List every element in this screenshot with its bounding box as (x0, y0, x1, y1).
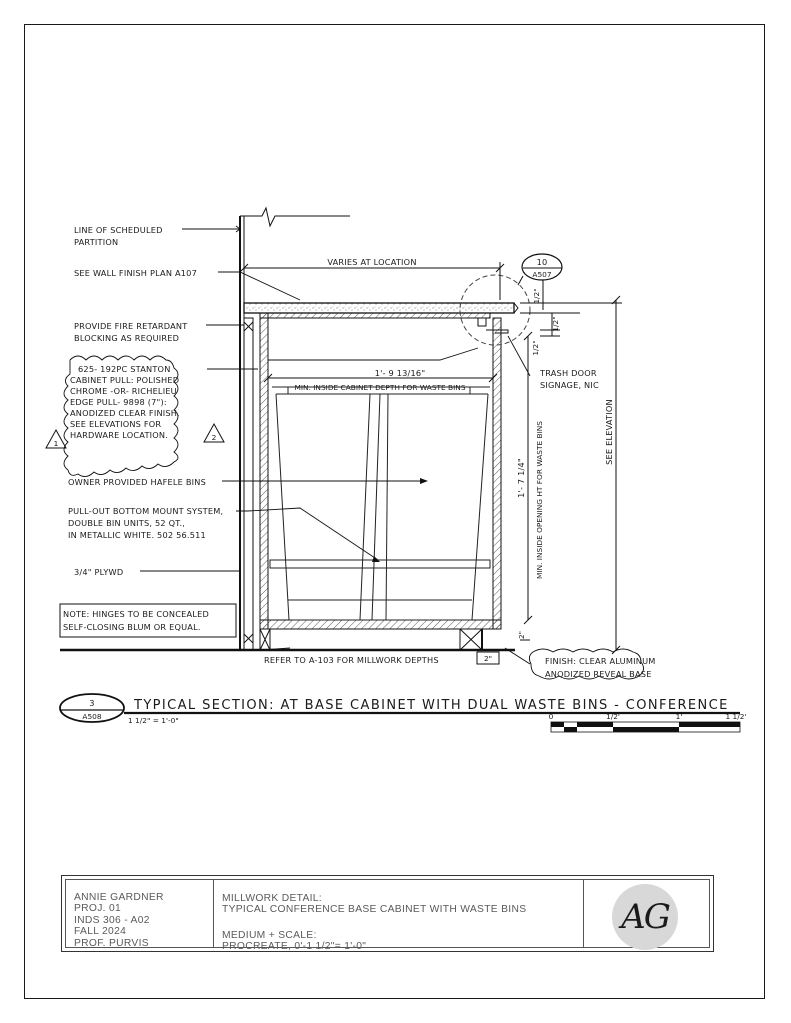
svg-text:1 1/2': 1 1/2' (725, 712, 747, 721)
medium-value: PROCREATE, 0'-1 1/2"= 1'-0" (222, 941, 367, 953)
svg-text:1': 1' (675, 712, 683, 721)
svg-text:IN METALLIC WHITE. 502 56.511: IN METALLIC WHITE. 502 56.511 (68, 530, 206, 540)
svg-text:CABINET PULL: POLISHED: CABINET PULL: POLISHED (70, 375, 180, 385)
title-block (61, 875, 714, 952)
svg-text:1: 1 (53, 439, 59, 448)
svg-text:PARTITION: PARTITION (74, 237, 119, 247)
svg-text:SELF-CLOSING BLUM OR EQUAL.: SELF-CLOSING BLUM OR EQUAL. (63, 622, 201, 632)
countertop (244, 303, 518, 313)
bins-label: OWNER PROVIDED HAFELE BINS (68, 477, 206, 487)
depth-dim-note: MIN. INSIDE CABINET DEPTH FOR WASTE BINS (294, 383, 466, 392)
partition-label (74, 225, 163, 247)
cabinet-pull-note (64, 356, 180, 477)
course: INDS 306 - A02 (74, 914, 150, 926)
see-elevation-label: SEE ELEVATION (604, 399, 614, 465)
svg-text:FINISH: CLEAR ALUMINUM: FINISH: CLEAR ALUMINUM (545, 656, 656, 666)
monogram-logo: AG (612, 884, 678, 950)
leader-lines (140, 226, 530, 664)
logo-cell (584, 880, 709, 947)
detail-heading: MILLWORK DETAIL: (222, 893, 322, 904)
varies-dimension (240, 262, 504, 305)
base-reveal-value: 2" (483, 654, 493, 663)
svg-text:PULL-OUT BOTTOM MOUNT SYSTEM,: PULL-OUT BOTTOM MOUNT SYSTEM, (68, 506, 224, 516)
refer-label: REFER TO A-103 FOR MILLWORK DEPTHS (264, 655, 439, 665)
medium-heading: MEDIUM + SCALE: (222, 929, 317, 941)
depth-dim-value: 1'- 9 13/16" (374, 368, 426, 378)
arrow-bins (420, 478, 428, 484)
svg-text:0: 0 (548, 712, 554, 721)
svg-text:LINE OF SCHEDULED: LINE OF SCHEDULED (74, 225, 163, 235)
section-sheet: A508 (82, 712, 102, 721)
reveal-dimensions (520, 280, 580, 640)
svg-text:1/2': 1/2' (606, 712, 620, 721)
student-info (66, 880, 214, 947)
hinge-note-box (60, 604, 236, 637)
drawing-info (214, 880, 584, 953)
callout-sheet: A507 (532, 270, 552, 279)
finish-note (529, 649, 655, 679)
dim-base-height: 2" (517, 630, 526, 640)
svg-text:NOTE: HINGES TO BE CONCEALED: NOTE: HINGES TO BE CONCEALED (63, 609, 209, 619)
term: FALL 2024 (74, 926, 127, 938)
section-title-text: TYPICAL SECTION: AT BASE CABINET WITH DUAL WASTE BINS - CONFERENCE (134, 698, 729, 713)
svg-text:SEE ELEVATIONS FOR: SEE ELEVATIONS FOR (70, 419, 162, 429)
wall-finish-label: SEE WALL FINISH PLAN A107 (74, 268, 197, 278)
svg-text:BLOCKING AS REQUIRED: BLOCKING AS REQUIRED (74, 333, 180, 343)
cabinet-box (244, 313, 508, 650)
waste-bins (270, 387, 490, 620)
svg-text:EDGE PULL- 9898 (7"):: EDGE PULL- 9898 (7"): (70, 397, 167, 407)
svg-text:TRASH DOOR: TRASH DOOR (540, 368, 597, 378)
svg-text:2: 2 (211, 433, 217, 442)
svg-text:SIGNAGE, NIC: SIGNAGE, NIC (540, 380, 599, 390)
section-title-tag (60, 694, 124, 722)
trash-signage-label (539, 368, 599, 390)
svg-text:DOUBLE BIN UNITS, 52 QT.,: DOUBLE BIN UNITS, 52 QT., (68, 518, 186, 528)
callout-number: 10 (536, 257, 548, 267)
varies-label: VARIES AT LOCATION (327, 257, 417, 267)
detail-title: TYPICAL CONFERENCE BASE CABINET WITH WASTE BINS (222, 904, 527, 916)
professor: PROF. PURVIS (74, 937, 149, 949)
plywood-label: 3/4" PLYWD (74, 567, 124, 577)
dim-half-mid: 1/2" (551, 316, 560, 332)
pullout-label (68, 506, 223, 540)
svg-text:ANODIZED REVEAL BASE: ANODIZED REVEAL BASE (545, 669, 652, 679)
dim-half-top: 1/2" (532, 288, 541, 304)
partition-wall (240, 208, 350, 650)
height-dim-note: MIN. INSIDE OPENING HT FOR WASTE BINS (535, 421, 544, 579)
svg-text:CHROME -OR- RICHELIEU: CHROME -OR- RICHELIEU (70, 386, 177, 396)
section-scale: 1 1/2" = 1'-0" (128, 716, 179, 725)
svg-text:625- 192PC STANTON: 625- 192PC STANTON (78, 364, 171, 374)
blocking-label (74, 321, 188, 343)
section-number: 3 (89, 698, 95, 708)
scale-bar (549, 712, 747, 732)
revision-tag-2 (204, 424, 224, 442)
student-name: ANNIE GARDNER (74, 892, 164, 903)
dim-half-low: 1/2" (531, 340, 540, 356)
svg-text:HARDWARE LOCATION.: HARDWARE LOCATION. (70, 430, 169, 440)
project-number: PROJ. 01 (74, 903, 122, 915)
height-dim-value: 1'- 7 1/4" (516, 458, 526, 498)
svg-text:PROVIDE FIRE RETARDANT: PROVIDE FIRE RETARDANT (74, 321, 188, 331)
svg-text:ANODIZED CLEAR FINISH.: ANODIZED CLEAR FINISH. (70, 408, 180, 418)
revision-tag-1 (46, 430, 66, 448)
